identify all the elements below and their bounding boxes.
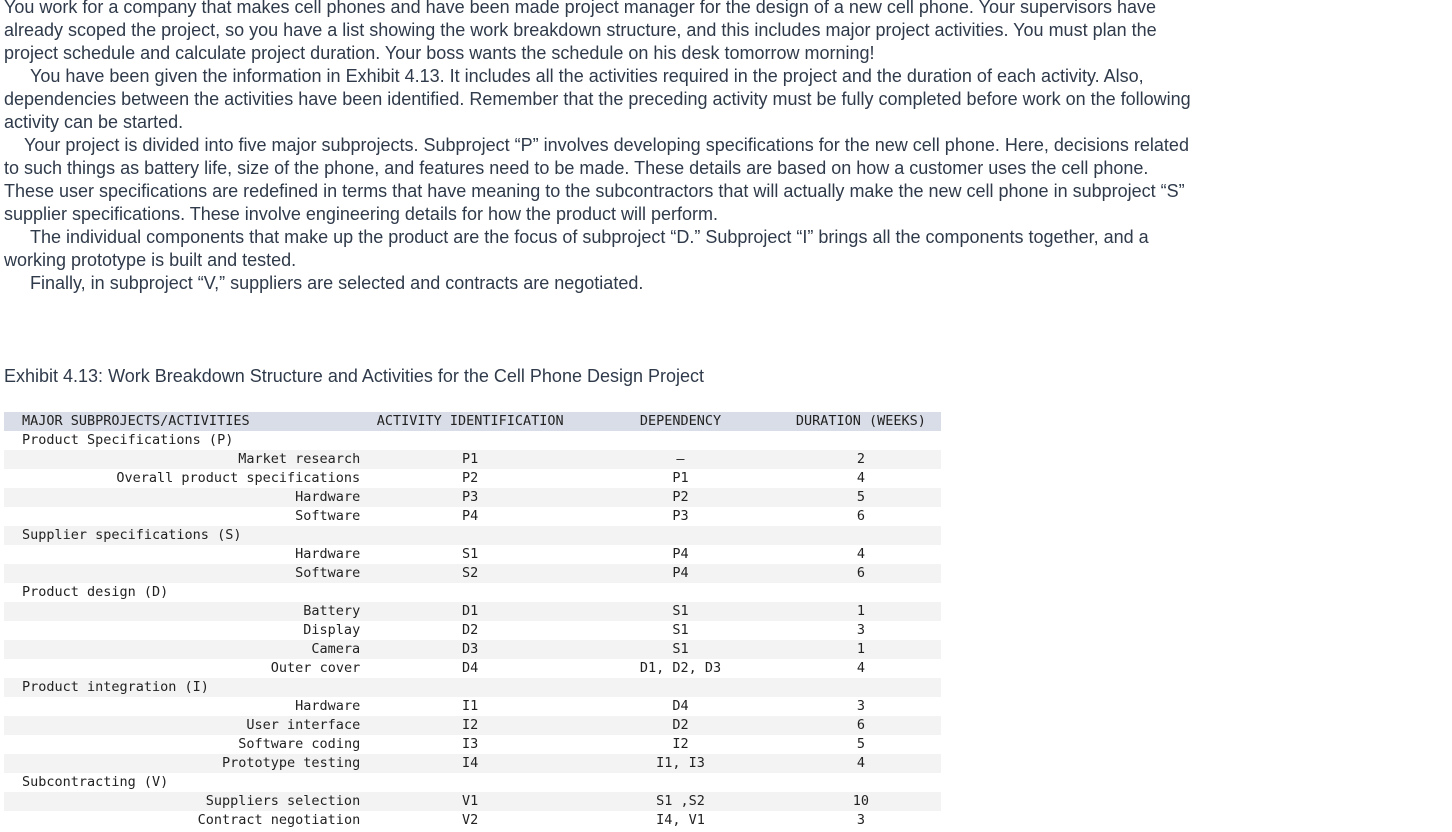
activity-dependency: D2 — [672, 717, 689, 733]
subproject-name: Product design (D) — [22, 584, 169, 600]
subproject-name: Product Specifications (P) — [22, 432, 234, 448]
table-group-row — [4, 773, 941, 792]
activity-id: D1 — [462, 603, 479, 619]
table-row — [4, 488, 941, 507]
empty-cell — [580, 773, 781, 792]
table-row — [4, 640, 941, 659]
empty-cell — [781, 583, 941, 602]
activity-dependency: S1 ,S2 — [656, 793, 705, 809]
activity-id: I2 — [462, 717, 479, 733]
activity-id: S1 — [462, 546, 479, 562]
activity-id: S2 — [462, 565, 479, 581]
empty-cell — [580, 526, 781, 545]
activity-dependency: I1, I3 — [656, 755, 705, 771]
empty-cell — [360, 773, 580, 792]
activity-dependency: D4 — [672, 698, 689, 714]
activity-name: Software — [295, 565, 361, 581]
activity-name: Display — [303, 622, 361, 638]
activity-name: Software coding — [238, 736, 361, 752]
activity-duration: 5 — [856, 736, 865, 752]
activity-duration: 1 — [856, 603, 865, 619]
activity-name: Suppliers selection — [205, 793, 361, 809]
paragraph-components: The individual components that make up the product are the focus of subproject “D.” Subproject “I” brings all the components together, and a working prototype is built and tested. — [4, 227, 1149, 270]
activity-name: User interface — [246, 717, 361, 733]
activity-dependency: P2 — [672, 489, 689, 505]
activity-name: Hardware — [295, 546, 361, 562]
activity-name: Hardware — [295, 489, 361, 505]
table-row — [4, 469, 941, 488]
activity-name: Market research — [238, 451, 361, 467]
table-header-row — [4, 412, 941, 431]
activity-name: Software — [295, 508, 361, 524]
activity-duration: 6 — [856, 508, 865, 524]
activity-dependency: I2 — [672, 736, 689, 752]
table-row — [4, 716, 941, 735]
activity-duration: 5 — [856, 489, 865, 505]
empty-cell — [781, 678, 941, 697]
activity-duration: 3 — [856, 698, 865, 714]
activity-name: Camera — [311, 641, 361, 657]
empty-cell — [580, 431, 781, 450]
activity-name: Outer cover — [270, 660, 361, 676]
empty-cell — [781, 526, 941, 545]
activity-duration: 4 — [856, 470, 865, 486]
activity-duration: 6 — [856, 565, 865, 581]
activity-duration: 2 — [856, 451, 865, 467]
empty-cell — [580, 678, 781, 697]
activity-duration: 10 — [852, 793, 870, 809]
exhibit-title: Exhibit 4.13: Work Breakdown Structure and Activities for the Cell Phone Design Project — [4, 366, 705, 386]
subproject-name: Subcontracting (V) — [22, 774, 169, 790]
table-row — [4, 735, 941, 754]
header-dependency: DEPENDENCY — [580, 412, 781, 431]
activity-dependency: P4 — [672, 565, 689, 581]
activity-dependency: I4, V1 — [656, 812, 705, 828]
table-group-row — [4, 431, 941, 450]
activity-duration: 4 — [856, 660, 865, 676]
table-body — [4, 431, 941, 830]
empty-cell — [360, 583, 580, 602]
table-row — [4, 792, 941, 811]
paragraph-exhibit-info: You have been given the information in Exhibit 4.13. It includes all the activities required in the project and the duration of each activity. Also, dependencies between the activities have been identified. Remember that the preceding activity must be fully completed before work on the following activity can be started. — [4, 66, 1191, 132]
activity-duration: 4 — [856, 546, 865, 562]
table-row — [4, 450, 941, 469]
activity-id: I3 — [462, 736, 479, 752]
table-row — [4, 564, 941, 583]
table-row — [4, 545, 941, 564]
empty-cell — [360, 678, 580, 697]
empty-cell — [360, 431, 580, 450]
empty-cell — [580, 583, 781, 602]
table-row — [4, 602, 941, 621]
activity-id: V1 — [462, 793, 479, 809]
activity-dependency: S1 — [672, 622, 689, 638]
activity-dependency: P3 — [672, 508, 689, 524]
activity-duration: 3 — [856, 622, 865, 638]
table-row — [4, 659, 941, 678]
activity-id: D2 — [462, 622, 479, 638]
activity-duration: 4 — [856, 755, 865, 771]
activity-dependency: S1 — [672, 603, 689, 619]
activity-name: Overall product specifications — [116, 470, 361, 486]
activity-dependency: — — [676, 451, 685, 467]
activity-id: D4 — [462, 660, 479, 676]
subproject-name: Supplier specifications (S) — [22, 527, 242, 543]
empty-cell — [781, 431, 941, 450]
table-group-row — [4, 526, 941, 545]
table-row — [4, 697, 941, 716]
activity-name: Hardware — [295, 698, 361, 714]
activity-dependency: D1, D2, D3 — [639, 660, 722, 676]
problem-text — [4, 0, 1194, 295]
empty-cell — [360, 526, 580, 545]
header-activity-id: ACTIVITY IDENTIFICATION — [360, 412, 580, 431]
activity-duration: 3 — [856, 812, 865, 828]
table-row — [4, 811, 941, 830]
activity-name: Prototype testing — [222, 755, 361, 771]
table-row — [4, 621, 941, 640]
activity-id: V2 — [462, 812, 479, 828]
activity-id: P4 — [462, 508, 479, 524]
table-row — [4, 507, 941, 526]
activity-id: D3 — [462, 641, 479, 657]
activity-dependency: S1 — [672, 641, 689, 657]
paragraph-suppliers: Finally, in subproject “V,” suppliers are selected and contracts are negotiated. — [30, 273, 644, 293]
activity-name: Battery — [303, 603, 361, 619]
activity-id: P3 — [462, 489, 479, 505]
activity-name: Contract negotiation — [197, 812, 361, 828]
activity-id: I1 — [462, 698, 479, 714]
empty-cell — [781, 773, 941, 792]
paragraph-intro: You work for a company that makes cell phones and have been made project manager for the design of a new cell phone. Your supervisors have already scoped the project, so you have a list showing the work breakdown structure, and this includes major project activities. You must plan the project schedule and calculate project duration. Your boss wants the schedule on his desk tomorrow morning! — [4, 0, 1157, 63]
activity-dependency: P1 — [672, 470, 689, 486]
activity-id: I4 — [462, 755, 479, 771]
activity-id: P1 — [462, 451, 479, 467]
activity-dependency: P4 — [672, 546, 689, 562]
header-duration: DURATION (WEEKS) — [781, 412, 941, 431]
activity-id: P2 — [462, 470, 479, 486]
paragraph-subprojects: Your project is divided into five major subprojects. Subproject “P” involves developing specifications for the new cell phone. Here, decisions related to such things as battery life, size of the phone, and features need to be made. These details are based on how a customer uses the cell phone. These user specifications are redefined in terms that have meaning to the subcontractors that will actually make the new cell phone in subproject “S” supplier specifications. These involve engineering details for how the product will perform. — [4, 135, 1189, 224]
table-group-row — [4, 583, 941, 602]
activity-duration: 1 — [856, 641, 865, 657]
table-group-row — [4, 678, 941, 697]
table-row — [4, 754, 941, 773]
wbs-table — [4, 412, 941, 830]
header-activities: MAJOR SUBPROJECTS/ACTIVITIES — [4, 412, 360, 431]
subproject-name: Product integration (I) — [22, 679, 209, 695]
activity-duration: 6 — [856, 717, 865, 733]
